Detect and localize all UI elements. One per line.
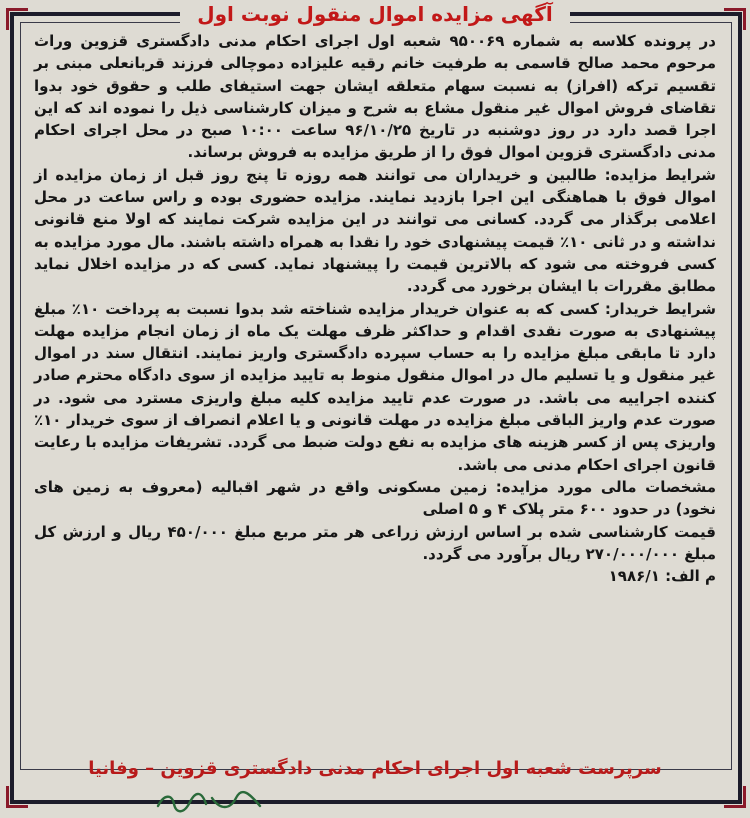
property-specs-paragraph: مشخصات مالی مورد مزایده: زمین مسکونی واقع در شهر اقبالیه (معروف به زمین های نخود) در حدود ۶۰۰ متر پلاک ۴ و ۵ اصلی (34, 477, 716, 519)
notice-title: آگهی مزایده اموال منقول نوبت اول (180, 0, 570, 28)
corner-ornament-top-right (724, 8, 746, 30)
corner-ornament-top-left (6, 8, 28, 30)
notice-footer-signatory: سرپرست شعبه اول اجرای احکام مدنی دادگستری قزوین – وفانیا (88, 758, 662, 779)
buyer-conditions-paragraph: شرایط خریدار: کسی که به عنوان خریدار مزایده شناخته شد بدوا نسبت به پرداخت ۱۰٪ مبلغ پیشنهادی به صورت نقدی اقدام و حداکثر ظرف مهلت یک ماه از زمان انجام مزایده مهلت دارد تا مابقی مبلغ مزایده را به حساب سپرده دادگستری واریز نمایند. انتقال سند در اموال غیر منقول و یا تسلیم مال در اموال منقول منوط به تایید مزایده از سوی دادگاه محترم صادر کننده اجراییه می باشد. در صورت عدم تایید مزایده کلیه مبلغ واریزی مسترد می شود. در صورت عدم واریز الباقی مبلغ مزایده در مهلت قانونی و یا اعلام انصراف از سوی خریدار ۱۰٪ واریزی پس از کسر هزینه های مزایده به نفع دولت ضبط می گردد. تشریفات مزایده با رعایت قانون اجرای احکام مدنی می باشد. (34, 299, 716, 474)
corner-ornament-bottom-left (6, 786, 28, 808)
valuation-paragraph: قیمت کارشناسی شده بر اساس ارزش زراعی هر متر مربع مبلغ ۴۵۰/۰۰۰ ریال و ارزش کل مبلغ ۲۷۰/۰۰۰/۰۰۰ ریال برآورد می گردد. (34, 522, 716, 563)
handwritten-mark-icon (150, 788, 270, 816)
corner-ornament-bottom-right (724, 786, 746, 808)
intro-paragraph: در پرونده کلاسه به شماره ۹۵۰۰۶۹ شعبه اول اجرای احکام مدنی دادگستری قزوین وراث مرحوم محمد صالح قاسمی به طرفیت خانم رقیه علیزاده دموچالی فرزند قربانعلی مبنی بر تقسیم ترکه (افراز) به نسبت سهام متعلقه ایشان جهت استیفای طلب و حقوق خود بدوا تقاضای فروش اموال غیر منقول مشاع به شرح و میزان کارشناسی ذیل را نموده اند که این اجرا قصد دارد در روز دوشنبه در تاریخ ۹۶/۱۰/۲۵ ساعت ۱۰:۰۰ صبح در محل اجرای احکام مدنی دادگستری قزوین اموال فوق را از طریق مزایده به فروش برساند. (34, 32, 717, 162)
auction-conditions-paragraph: شرایط مزایده: طالبین و خریداران می توانند همه روزه تا پنج روز قبل از زمان مزایده از اموال فوق با هماهنگی این اجرا بازدید نمایند. مزایده حضوری بوده و راس ساعت در محل اعلامی برگذار می گردد. کسانی می توانند در این مزایده شرکت نمایند که اولا منع قانونی نداشته و در ثانی ۱۰٪ قیمت پیشنهادی خود را نقدا به همراه داشته باشند. مال مورد مزایده به کسی فروخته می شود که بالاترین قیمت را پیشنهاد نماید. کسی که در مزایده اخلال نماید مطابق مقررات با ایشان برخورد می گردد. (34, 165, 716, 296)
notice-body (34, 30, 716, 587)
reference-number: م الف: ۱۹۸۶/۱ (608, 567, 716, 586)
